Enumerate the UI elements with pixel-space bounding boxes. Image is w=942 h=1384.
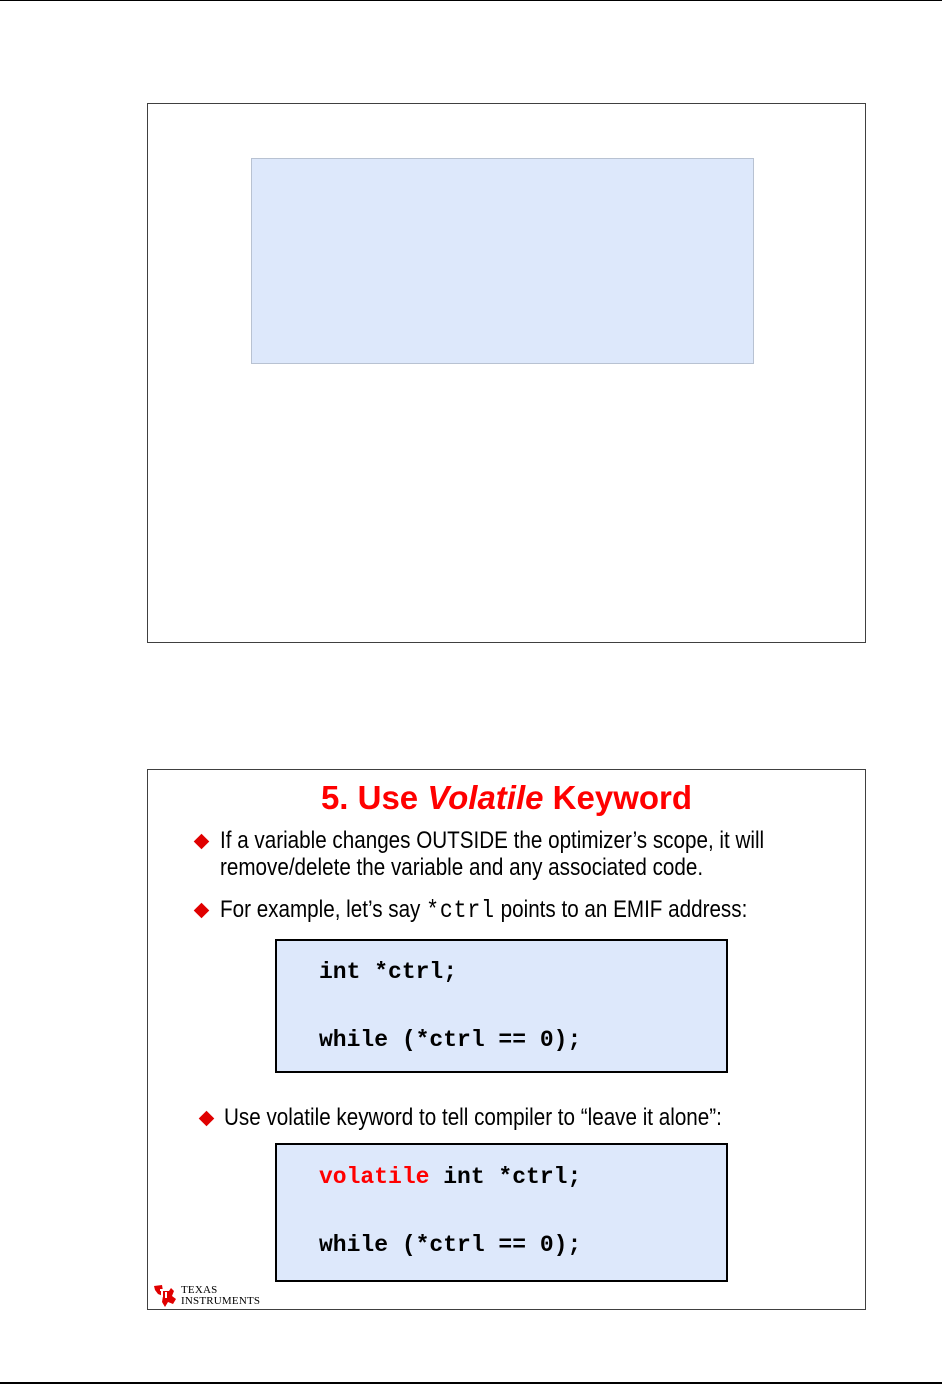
volatile-keyword: volatile [319,1164,430,1190]
slide-title [148,778,865,818]
bullet-1-line-1: If a variable changes OUTSIDE the optimizer’s scope, it will [220,827,765,854]
page-top-rule [0,0,942,1]
code-line: int *ctrl; [319,959,458,985]
bullet-diamond-icon [199,1111,215,1127]
ti-logo-line-1: TEXAS [181,1284,218,1296]
code-line: while (*ctrl == 0); [319,1027,582,1053]
bullet-diamond-icon [194,903,210,919]
ti-map-icon [152,1282,178,1308]
ti-logo-line-2: INSTRUMENTS [181,1295,261,1307]
ti-logo-text [181,1285,260,1307]
inline-code: *ctrl [426,896,495,925]
bullet-1-line-2: remove/delete the variable and any associated code. [220,854,704,881]
title-suffix: Keyword [543,779,693,816]
bullet-2-text-end: points to an EMIF address: [494,896,748,923]
bullet-diamond-icon [194,834,210,850]
code-line-rest: int *ctrl; [429,1164,582,1190]
code-line: while (*ctrl == 0); [319,1232,582,1258]
slide-placeholder [147,103,866,643]
bullet-2-text: For example, let’s say [220,896,427,923]
texas-instruments-logo [152,1282,272,1308]
code-line [319,1164,581,1190]
bullet-3: Use volatile keyword to tell compiler to “leave it alone”: [224,1104,722,1131]
bullet-2 [220,896,747,924]
title-prefix: 5. Use [320,779,428,816]
code-block-1 [275,939,728,1073]
bullet-1 [220,827,764,881]
slide-volatile-keyword [147,769,866,1310]
blank-content-box [251,158,754,364]
title-italic: Volatile [427,779,544,816]
code-block-2 [275,1143,728,1282]
